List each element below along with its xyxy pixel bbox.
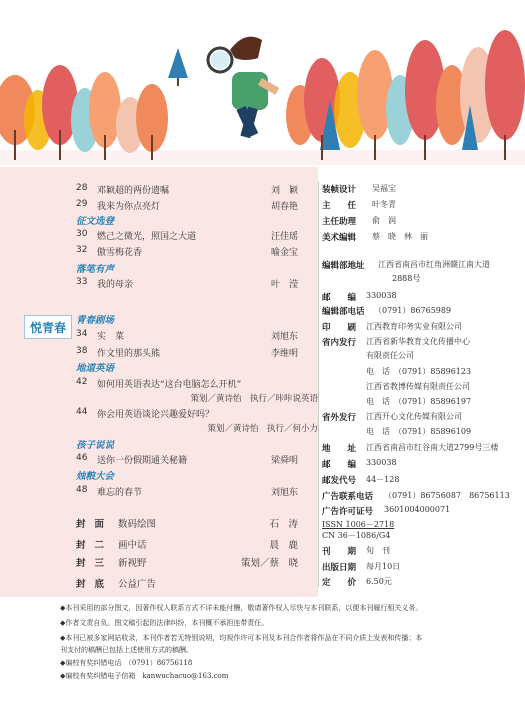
colophon-row: 刊 期 旬 刊 bbox=[322, 546, 390, 557]
colophon-row: 广告许可证号 3601004000071 bbox=[322, 505, 451, 517]
notice-line: ◆编校有奖纠错电话 （0791）86756118 bbox=[60, 659, 193, 667]
colophon-row: 邮 编 330038 bbox=[322, 458, 397, 470]
colophon-row: 编辑部电话 （0791）86765989 bbox=[322, 306, 452, 317]
colophon-row: 定 价 6.50元 bbox=[322, 577, 392, 588]
section-heading: 孩子说说 bbox=[76, 440, 115, 451]
colophon-row: 广告联系电话 （0791）86756087 86756113 bbox=[322, 491, 510, 502]
colophon-row: 美术编辑 蔡 晓 林 丽 bbox=[322, 232, 428, 243]
section-heading: 落笔有声 bbox=[76, 264, 115, 275]
colophon-row: 装帧设计 吴福宝 bbox=[322, 184, 396, 195]
colophon-row: 省外发行 江西开心文化传媒有限公司 bbox=[322, 412, 462, 423]
colophon-row: 主任助理 俞 润 bbox=[322, 216, 396, 227]
section-heading: 青春剧场 bbox=[76, 315, 115, 326]
notice-line: ◆作者文责自负。图文稿引起的法律纠纷，本刊概不承担连带责任。 bbox=[60, 619, 269, 627]
section-heading: 烛粮大会 bbox=[76, 471, 115, 482]
section-heading: 地道英语 bbox=[76, 363, 115, 374]
column-divider bbox=[318, 182, 319, 587]
colophon-row: 邮发代号 44－128 bbox=[322, 475, 400, 486]
section-heading: 征文选登 bbox=[76, 216, 115, 227]
notice-line: ◆本刊采用的部分图文，因著作权人联系方式不详未能付酬，敬请著作权人尽快与本刊联系，以便本刊履行相关义务。 bbox=[60, 604, 423, 612]
toc-credit: 策划／黄诗怡 执行／何小力 bbox=[207, 424, 318, 434]
colophon-row: 邮 编 330038 bbox=[322, 291, 397, 303]
header-illustration bbox=[0, 0, 525, 165]
colophon-row: 编辑部地址 江西省南昌市红角洲赣江南大道 bbox=[322, 260, 490, 271]
notice-line: ◆本刊已被多家网站收录，本刊作者若无特别说明，均视作许可本刊及本刊合作者将作品在不同介质上发表和传播；本 bbox=[60, 634, 423, 642]
colophon-row: 地 址 江西省南昌市红谷南大道2799号三楼 bbox=[322, 443, 499, 454]
notice-line: ◆编校有奖纠错电子信箱 kanwuchacuo@163.com bbox=[60, 672, 229, 680]
colophon-row: 省内发行 江西省新华教育文化传播中心 bbox=[322, 337, 470, 348]
notice-line: 刊支付的稿酬已包括上述使用方式的稿酬。 bbox=[60, 646, 193, 654]
colophon-row: 印 刷 江西教育印务实业有限公司 bbox=[322, 322, 462, 333]
section-tab: 悦青春 bbox=[24, 315, 72, 339]
colophon-row: 主 任 叶冬青 bbox=[322, 200, 396, 211]
toc-credit: 策划／黄诗怡 执行／咔咔说英语 bbox=[190, 394, 318, 404]
colophon-row: 出版日期 每月10日 bbox=[322, 562, 401, 573]
